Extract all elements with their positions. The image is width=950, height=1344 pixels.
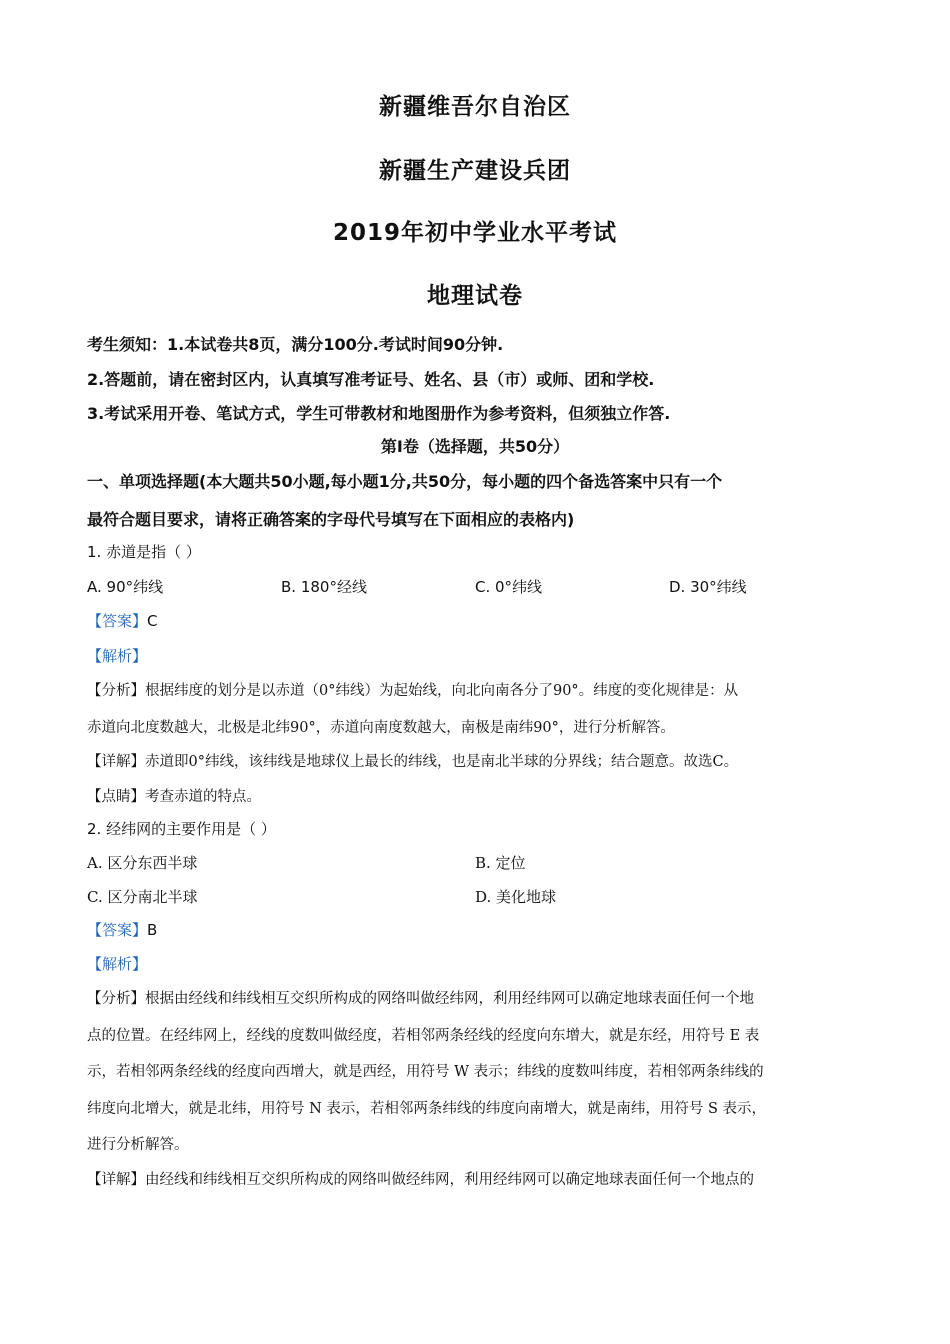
q1-dianjing-text: 考查赤道的特点。 <box>145 789 261 805</box>
q1-fenxi-line-2: 赤道向北度数越大，北极是北纬90°，赤道向南度数越大，南极是南纬90°，进行分析解答。 <box>87 720 675 736</box>
q1-xiangjie-text: 赤道即0°纬线，该纬线是地球仪上最长的纬线，也是南北半球的分界线；结合题意。故选C。 <box>145 754 739 770</box>
q2-fenxi-line-5: 进行分析解答。 <box>87 1137 189 1153</box>
q2-jiexi-tag: 【解析】 <box>87 955 148 973</box>
q2-fenxi-text-1: 根据由经线和纬线相互交织所构成的网络叫做经纬网，利用经纬网可以确定地球表面任何一个地 <box>145 991 754 1007</box>
q1-option-a: A. 90°纬线 <box>87 578 164 596</box>
q1-option-c: C. 0°纬线 <box>475 578 543 596</box>
q1-xiangjie-line <box>87 750 877 771</box>
q2-fenxi-line-3: 示，若相邻两条经线的经度向西增大，就是西经，用符号 W 表示；纬线的度数叫纬度，若相邻两条纬线的 <box>87 1064 764 1080</box>
q1-jiexi-tag: 【解析】 <box>87 647 148 665</box>
q2-stem: 2. 经纬网的主要作用是（ ） <box>87 820 276 838</box>
title-region: 新疆维吾尔自治区 <box>379 94 571 120</box>
q1-fenxi-text-1: 根据纬度的划分是以赤道（0°纬线）为起始线，向北向南各分了90°。纬度的变化规律是：从 <box>145 683 739 699</box>
note-3: 3.考试采用开卷、笔试方式，学生可带教材和地图册作为参考资料，但须独立作答. <box>87 404 671 423</box>
q2-xiangjie-tag: 【详解】 <box>87 1172 145 1188</box>
q1-xiangjie-tag: 【详解】 <box>87 754 145 770</box>
title-exam: 2019年初中学业水平考试 <box>332 220 617 246</box>
q2-answer-tag: 【答案】 <box>87 921 148 939</box>
note-2: 2.答题前，请在密封区内，认真填写准考证号、姓名、县（市）或师、团和学校. <box>87 370 655 389</box>
q2-option-b: B. 定位 <box>475 854 526 872</box>
q2-option-c: C. 区分南北半球 <box>87 888 198 906</box>
title-corps: 新疆生产建设兵团 <box>379 158 571 184</box>
q1-dianjing-tag: 【点睛】 <box>87 789 145 805</box>
q2-xiangjie-line <box>87 1168 877 1189</box>
q1-option-d: D. 30°纬线 <box>669 578 747 596</box>
q1-answer-tag: 【答案】 <box>87 612 148 630</box>
q2-answer-value: B <box>147 921 158 939</box>
q2-option-a: A. 区分东西半球 <box>87 854 198 872</box>
q2-fenxi-line-4: 纬度向北增大，就是北纬，用符号 N 表示，若相邻两条纬线的纬度向南增大，就是南纬，用符号 S 表示， <box>87 1101 767 1117</box>
q1-fenxi-line-1 <box>87 679 877 700</box>
section-instruction-1: 一、单项选择题(本大题共50小题,每小题1分,共50分，每小题的四个备选答案中只有一个 <box>87 472 723 491</box>
q1-answer <box>87 610 877 631</box>
q2-answer <box>87 919 877 940</box>
q1-fenxi-tag: 【分析】 <box>87 683 145 699</box>
q1-dianjing-line <box>87 785 877 806</box>
q2-fenxi-tag: 【分析】 <box>87 991 145 1007</box>
title-subject: 地理试卷 <box>427 283 523 309</box>
q1-answer-value: C <box>147 612 158 630</box>
section-heading: 第Ⅰ卷（选择题，共50分） <box>380 437 570 456</box>
q2-fenxi-line-2: 点的位置。在经纬网上，经线的度数叫做经度，若相邻两条经线的经度向东增大，就是东经，用符号 E 表 <box>87 1028 760 1044</box>
q2-fenxi-line-1 <box>87 987 877 1008</box>
note-1: 考生须知：1.本试卷共8页，满分100分.考试时间90分钟. <box>87 335 504 354</box>
q1-option-b: B. 180°经线 <box>281 578 367 596</box>
q1-stem: 1. 赤道是指（ ） <box>87 543 201 561</box>
q2-option-d: D. 美化地球 <box>475 888 557 906</box>
q2-xiangjie-text: 由经线和纬线相互交织所构成的网络叫做经纬网，利用经纬网可以确定地球表面任何一个地点的 <box>145 1172 754 1188</box>
section-instruction-2: 最符合题目要求，请将正确答案的字母代号填写在下面相应的表格内) <box>87 510 575 529</box>
